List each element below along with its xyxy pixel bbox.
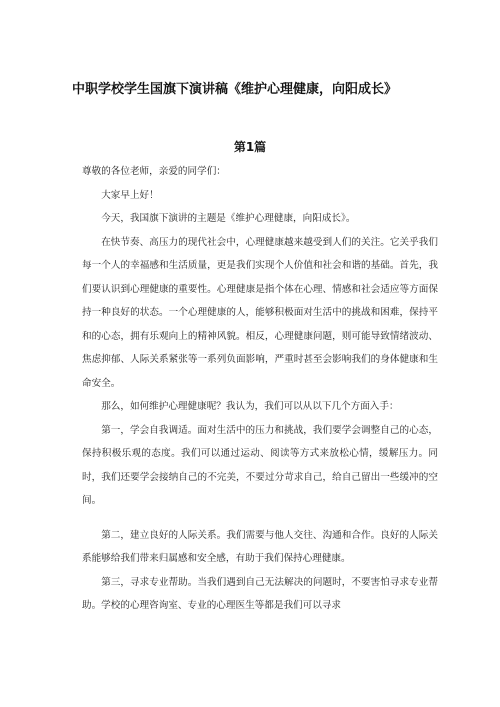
body-paragraph: 第二，建立良好的人际关系。我们需要与他人交往、沟通和合作。良好的人际关系能够给我们带来归属感和安全感，有助于我们保持心理健康。 — [82, 529, 438, 564]
section-title: 第1篇 — [233, 140, 267, 154]
body-paragraph: 今天，我国旗下演讲的主题是《维护心理健康，向阳成长》。 — [101, 213, 356, 224]
document-body — [82, 160, 438, 618]
document-title: 中职学校学生国旗下演讲稿《维护心理健康，向阳成长》 — [72, 82, 398, 97]
body-paragraph: 在快节奏、高压力的现代社会中，心理健康越来越受到人们的关注。它关乎我们每一个人的幸福感和生活质量，更是我们实现个人价值和社会和谐的基础。首先，我们要认识到心理健康的重要性。心理健康是指个体在心理、情感和社会适应等方面保持一种良好的状态。一个心理健康的人，能够积极面对生活中的挑战和困难，保持平和的心态，拥有乐观向上的精神风貌。相反，心理健康问题，则可能导致情绪波动、焦虑抑郁、人际关系紧张等一系列负面影响，严重时甚至会影响我们的身体健康和生命安全。 — [82, 236, 438, 389]
body-paragraph: 大家早上好！ — [101, 189, 159, 201]
body-paragraph: 第一，学会自我调适。面对生活中的压力和挑战，我们要学会调整自己的心态，保持积极乐观的态度。我们可以通过运动、阅读等方式来放松心情，缓解压力。同时，我们还要学会接纳自己的不完美，不要过分苛求自己，给自己留出一些缓冲的空间。 — [82, 424, 438, 506]
body-paragraph: 第三，寻求专业帮助。当我们遇到自己无法解决的问题时，不要害怕寻求专业帮助。学校的心理咨询室、专业的心理医生等都是我们可以寻求 — [82, 576, 438, 611]
greeting-paragraph: 尊敬的各位老师，亲爱的同学们： — [82, 166, 226, 177]
body-paragraph: 那么，如何维护心理健康呢？我认为，我们可以从以下几个方面入手： — [101, 401, 399, 412]
